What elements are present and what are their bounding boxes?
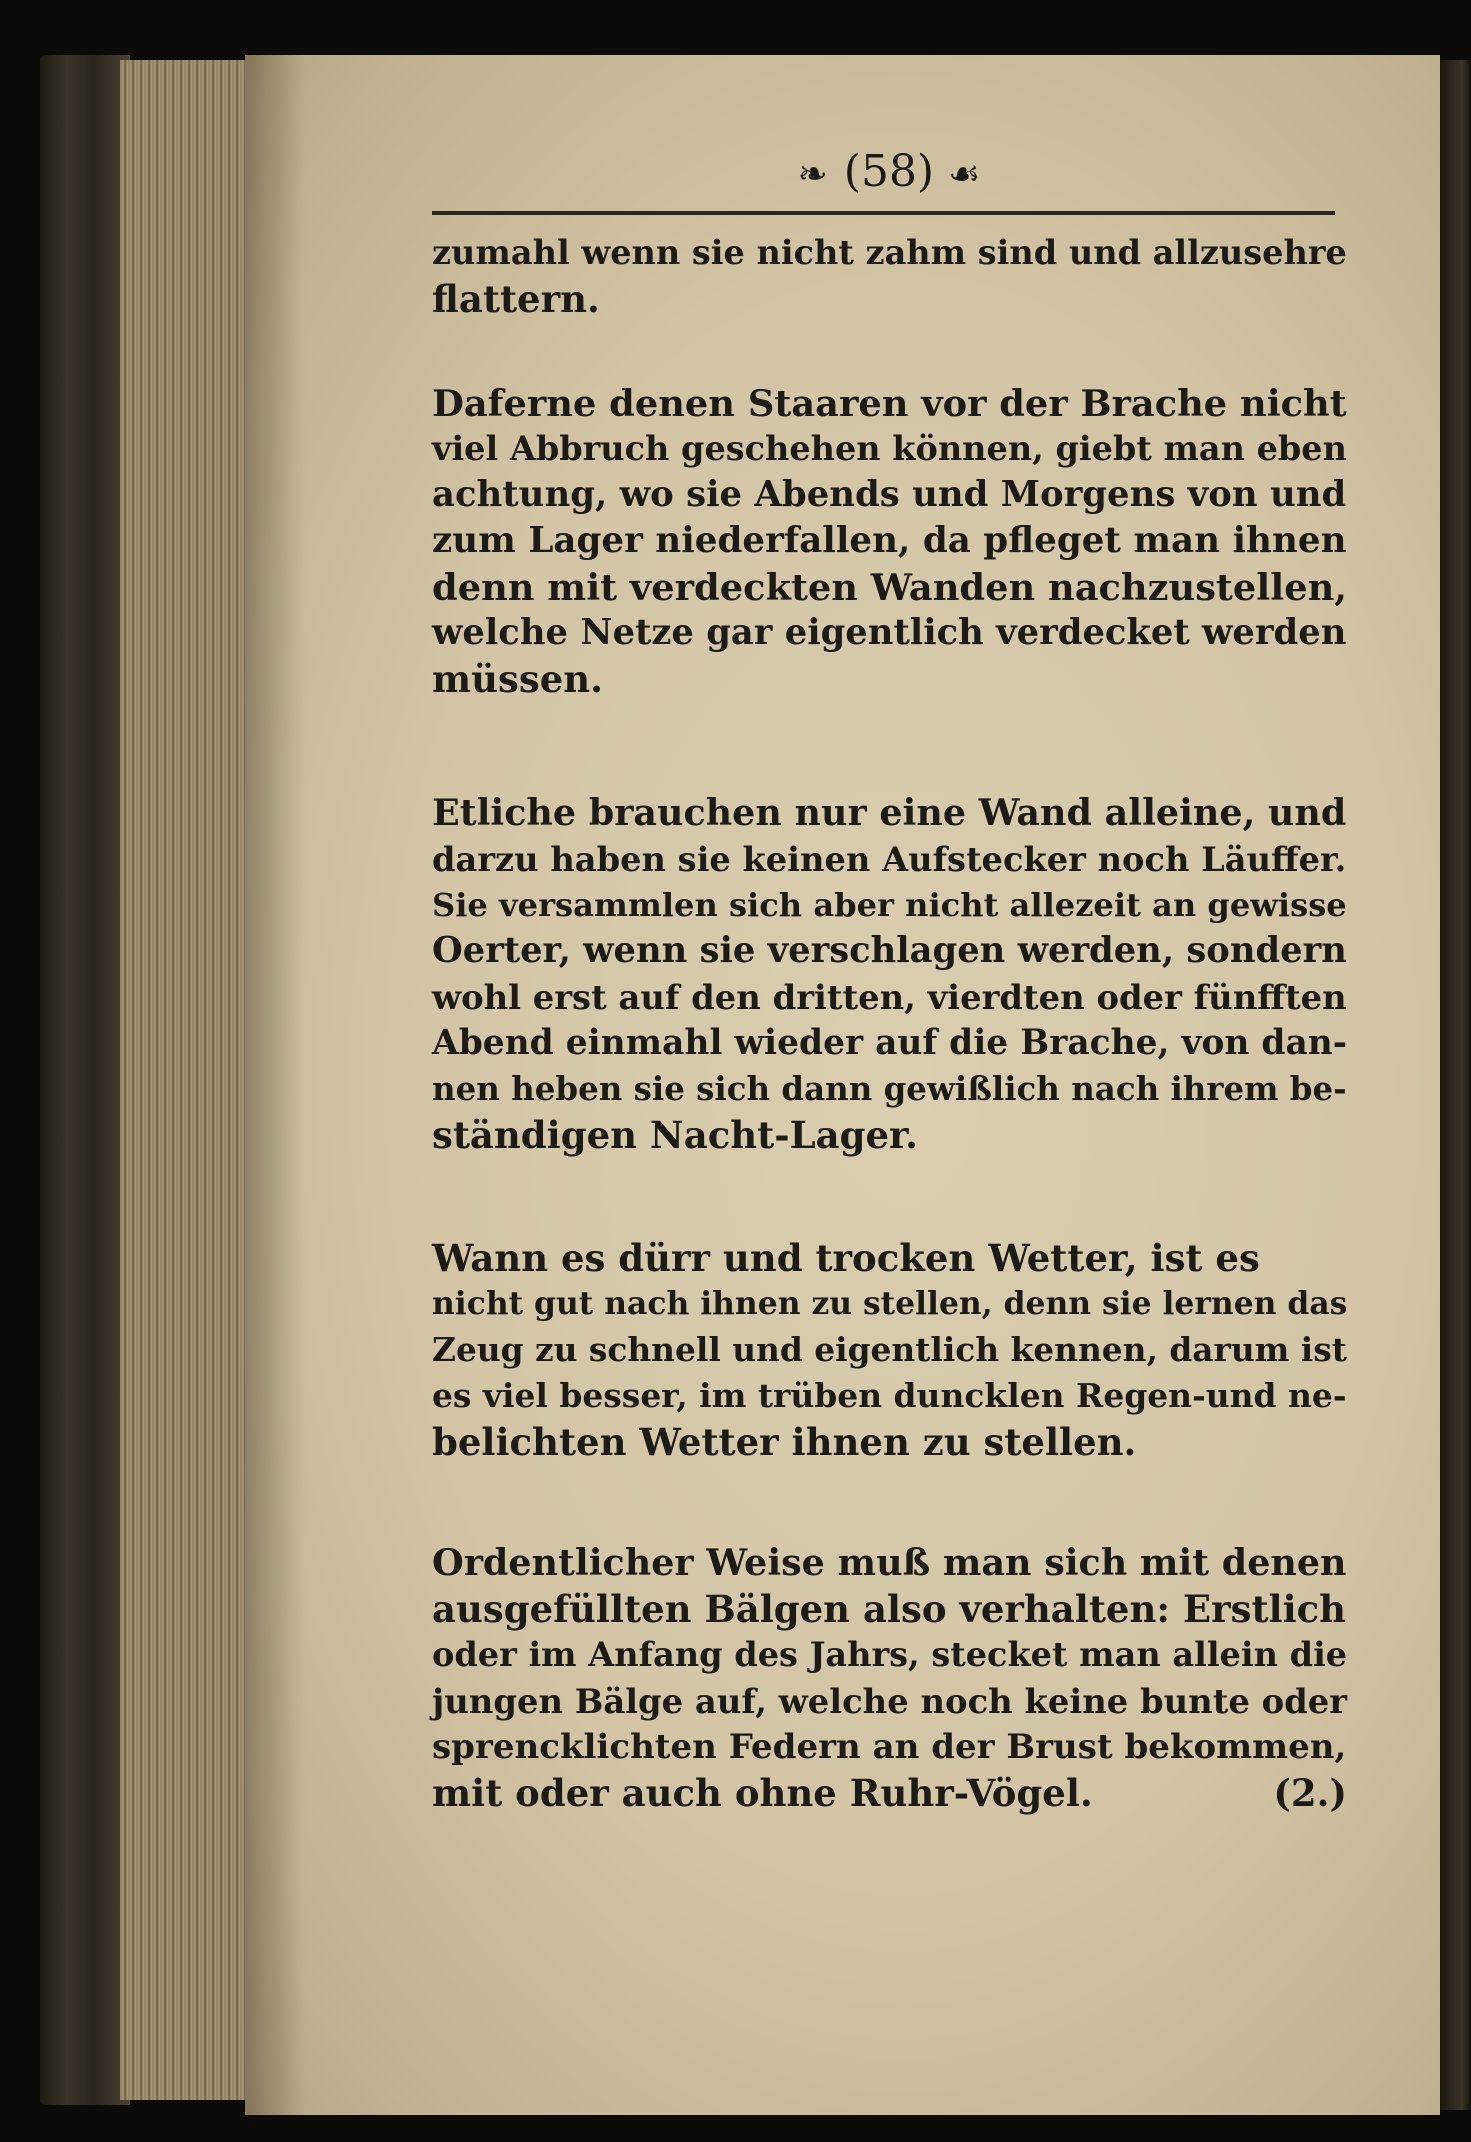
- page-edges: [120, 60, 250, 2100]
- paragraph-4: [432, 1235, 1347, 1465]
- text-line: ausgefüllten Bälgen also verhalten: Erstlich: [432, 1587, 1347, 1631]
- text-line: es viel besser, im trüben duncklen Regen-und ne-: [432, 1376, 1347, 1415]
- text-line: zum Lager niederfallen, da pfleget man ihnen: [432, 520, 1347, 561]
- gutter-shadow: [245, 55, 305, 2115]
- text-line: oder im Anfang des Jahrs, stecket man allein die: [432, 1635, 1348, 1674]
- text-line: zumahl wenn sie nicht zahm sind und allzusehre: [432, 233, 1347, 272]
- text-line: belichten Wetter ihnen zu stellen.: [432, 1420, 1137, 1464]
- book-cover-spine: [40, 55, 130, 2105]
- text-line: denn mit verdeckten Wanden nachzustellen,: [432, 565, 1348, 609]
- text-line: Ordentlicher Weise muß man sich mit denen: [432, 1541, 1347, 1584]
- catchword: (2.): [1273, 1771, 1347, 1815]
- paragraph-1: [432, 230, 1347, 322]
- text-line: jungen Bälge auf, welche noch keine bunte oder: [432, 1681, 1348, 1721]
- text-line: ständigen Nacht-Lager.: [432, 1113, 918, 1157]
- text-line: Zeug zu schnell und eigentlich kennen, darum ist: [432, 1330, 1347, 1369]
- text-line: Wann es dürr und trocken Wetter, ist es: [432, 1236, 1260, 1280]
- text-line: nen heben sie sich dann gewißlich nach ihrem be-: [432, 1070, 1347, 1108]
- header-rule: [432, 211, 1335, 215]
- ornament-right-icon: ☙: [948, 154, 983, 195]
- page-number: (58): [843, 146, 935, 197]
- text-line: flattern.: [432, 277, 600, 321]
- text-line: Etliche brauchen nur eine Wand alleine, und: [432, 791, 1347, 834]
- paragraph-3: [432, 790, 1347, 1158]
- text-line: nicht gut nach ihnen zu stellen, denn sie lernen das: [432, 1286, 1348, 1322]
- text-line: Oerter, wenn sie verschlagen werden, sondern: [432, 930, 1347, 971]
- text-line: wohl erst auf den dritten, vierdten oder fünfften: [432, 977, 1347, 1017]
- paragraph-2: [432, 380, 1347, 702]
- page-header: [790, 140, 990, 204]
- text-line: darzu haben sie keinen Aufstecker noch Läuffer.: [432, 839, 1347, 879]
- text-line: [432, 1770, 1347, 1816]
- facing-page-edge: [1440, 60, 1471, 2110]
- text-line: müssen.: [432, 657, 604, 701]
- ornament-left-icon: ❧: [797, 154, 830, 195]
- text-line: Daferne denen Staaren vor der Brache nicht: [432, 381, 1347, 425]
- text-line-final: mit oder auch ohne Ruhr-Vögel.: [432, 1771, 1093, 1815]
- paragraph-5: [432, 1540, 1347, 1816]
- text-line: viel Abbruch geschehen können, giebt man eben: [432, 429, 1347, 468]
- text-line: achtung, wo sie Abends und Morgens von und: [432, 474, 1347, 515]
- text-line: sprencklichten Federn an der Brust bekommen,: [432, 1727, 1347, 1767]
- text-line: Abend einmahl wieder auf die Brache, von dan-: [432, 1023, 1348, 1063]
- text-line: welche Netze gar eigentlich verdecket werden: [432, 612, 1347, 653]
- text-line: Sie versammlen sich aber nicht allezeit an gewisse: [432, 886, 1347, 924]
